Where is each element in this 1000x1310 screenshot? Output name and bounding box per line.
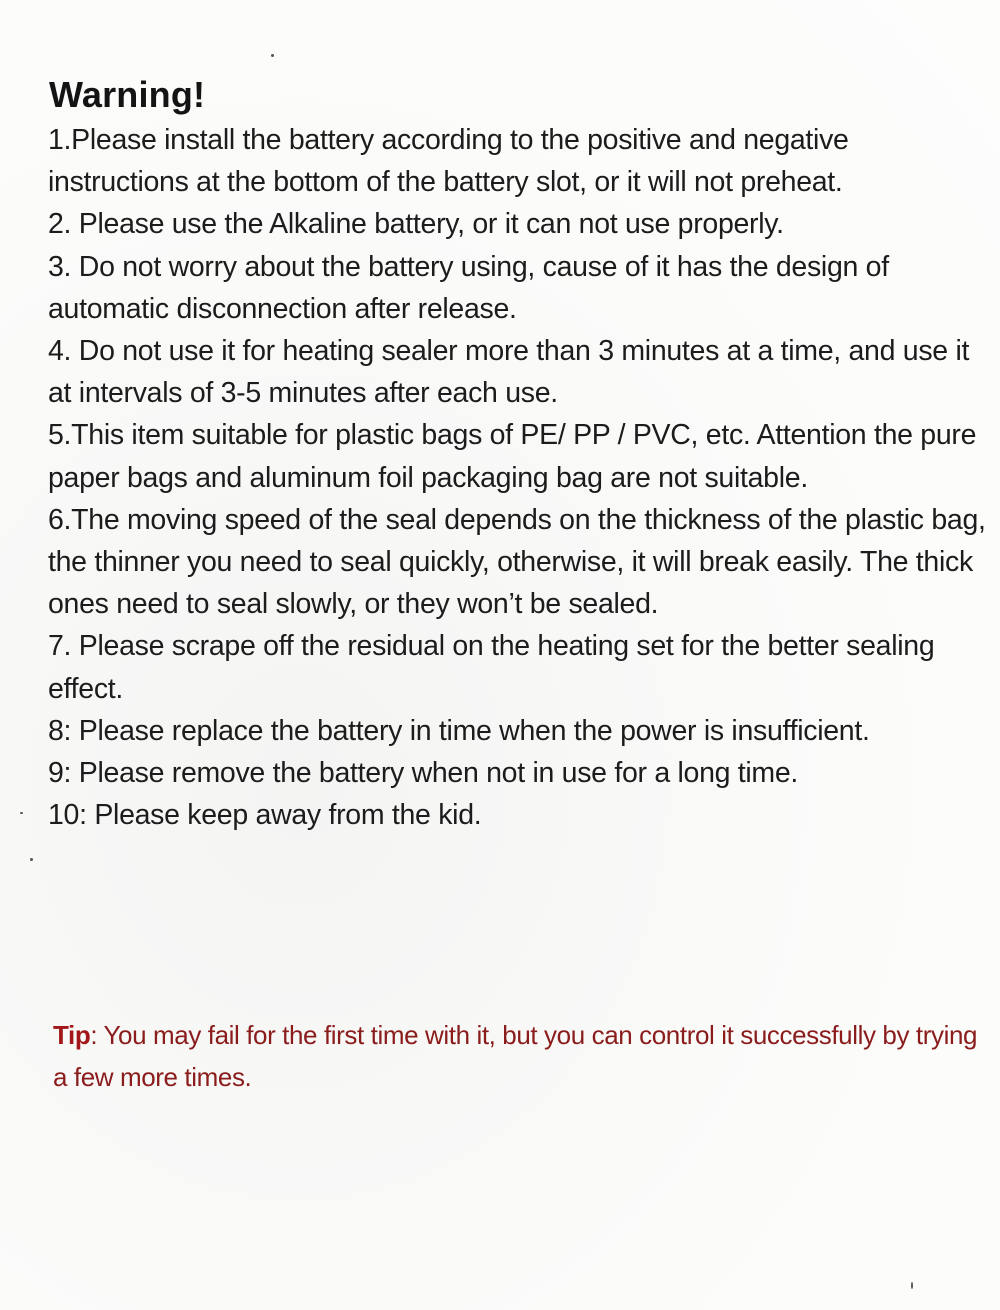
warning-item-5: 5.This item suitable for plastic bags of PE/ PP / PVC, etc. Attention the pure paper bags and aluminum foil packaging bag are not suitable. (48, 419, 977, 494)
tip-label: Tip (53, 1020, 91, 1050)
paper-speck (911, 1282, 913, 1289)
warning-item-3: 3. Do not worry about the battery using, cause of it has the design of automatic disconnection after release. (48, 250, 889, 325)
tip-text: : You may fail for the first time with it, but you can control it successfully by trying a few more times. (53, 1020, 978, 1092)
warning-item-6: 6.The moving speed of the seal depends on the thickness of the plastic bag, the thinner you need to seal quickly, otherwise, it will break easily. The thick ones need to seal slowly, or they won’t be sealed. (48, 503, 986, 621)
warning-item-8: 8: Please replace the battery in time when the power is insufficient. (48, 714, 870, 747)
tip-paragraph (53, 1014, 993, 1098)
warning-item-7: 7. Please scrape off the residual on the heating set for the better sealing effect. (48, 630, 935, 705)
warning-item-2: 2. Please use the Alkaline battery, or it can not use properly. (48, 208, 784, 241)
paper-speck (271, 54, 274, 57)
warning-item-10: 10: Please keep away from the kid. (48, 799, 482, 832)
warning-item-1: 1.Please install the battery according to the positive and negative instructions at the bottom of the battery slot, or it will not preheat. (48, 124, 849, 199)
paper-speck (20, 812, 23, 814)
warning-title: Warning! (49, 74, 206, 115)
paper-speck (30, 858, 33, 861)
warning-item-9: 9: Please remove the battery when not in use for a long time. (48, 757, 799, 790)
warning-item-4: 4. Do not use it for heating sealer more than 3 minutes at a time, and use it at intervals of 3-5 minutes after each use. (48, 335, 970, 410)
warning-list (48, 119, 988, 836)
